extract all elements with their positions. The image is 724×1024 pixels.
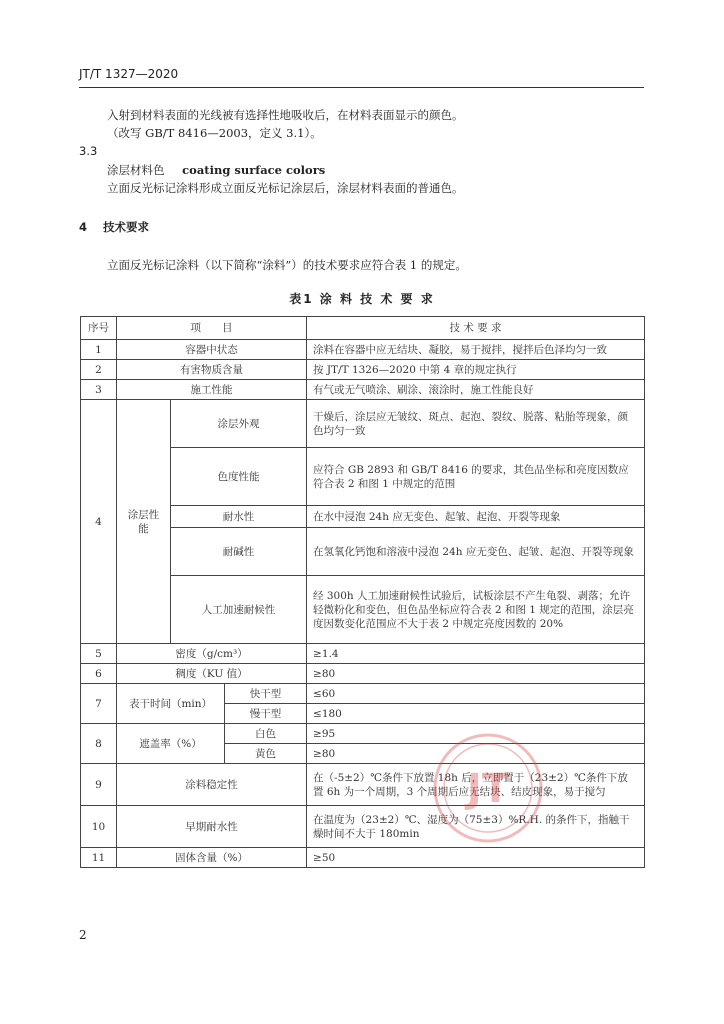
row-item: 表干时间（min） xyxy=(117,684,225,724)
row-requirement: 在氢氧化钙饱和溶液中浸泡 24h 应无变色、起皱、起泡、开裂等现象 xyxy=(307,528,645,576)
intro-line-1: 入射到材料表面的光线被有选择性地吸收后，在材料表面显示的颜色。 xyxy=(107,108,464,122)
standard-code: JT/T 1327—2020 xyxy=(79,67,179,81)
row-no: 2 xyxy=(81,360,117,380)
table-row xyxy=(81,400,645,448)
page-number: 2 xyxy=(79,928,87,942)
jt-seal-watermark xyxy=(432,732,544,844)
row-no: 8 xyxy=(81,724,117,764)
row-no: 5 xyxy=(81,644,117,664)
row-requirement: ≤60 xyxy=(307,684,645,704)
row-requirement: ≥1.4 xyxy=(307,644,645,664)
row-requirement: 涂料在容器中应无结块、凝胶，易于搅拌，搅拌后色泽均匀一致 xyxy=(307,340,645,360)
row-subitem: 黄色 xyxy=(225,744,307,764)
row-no: 6 xyxy=(81,664,117,684)
section-3-3-number: 3.3 xyxy=(79,144,98,158)
table-row xyxy=(81,360,645,380)
row-no: 11 xyxy=(81,848,117,868)
row-item: 密度（g/cm³） xyxy=(117,644,307,664)
row-requirement: ≥95 xyxy=(307,724,645,744)
table-row xyxy=(81,644,645,664)
row-requirement: ≤180 xyxy=(307,704,645,724)
header-no: 序号 xyxy=(81,317,117,340)
row-requirement: 干燥后，涂层应无皱纹、斑点、起泡、裂纹、脱落、粘胎等现象，颜色均匀一致 xyxy=(307,400,645,448)
row-item: 耐碱性 xyxy=(171,528,307,576)
row-no: 7 xyxy=(81,684,117,724)
section-4-title: 技术要求 xyxy=(103,220,150,234)
row-requirement: 应符合 GB 2893 和 GB/T 8416 的要求，其色品坐标和亮度因数应符合表 2 和图 1 中规定的范围 xyxy=(307,448,645,506)
section-3-3-term xyxy=(107,162,325,178)
section-4-body: 立面反光标记涂料（以下简称“涂料”）的技术要求应符合表 1 的规定。 xyxy=(107,258,467,272)
row-item: 容器中状态 xyxy=(117,340,307,360)
term-english: coating surface colors xyxy=(182,163,326,177)
row-requirement: ≥80 xyxy=(307,664,645,684)
row-item: 早期耐水性 xyxy=(117,806,307,848)
header-item: 项 目 xyxy=(117,317,307,340)
row-item: 耐水性 xyxy=(171,506,307,528)
section-4-heading xyxy=(79,219,149,235)
header-divider xyxy=(79,87,644,88)
row-group: 涂层性能 xyxy=(117,400,171,644)
row-item: 人工加速耐候性 xyxy=(171,576,307,644)
row-requirement: 有气或无气喷涂、刷涂、滚涂时，施工性能良好 xyxy=(307,380,645,400)
row-requirement: 经 300h 人工加速耐候性试验后，试板涂层不产生龟裂、剥落；允许轻微粉化和变色，但色品坐标应符合表 2 和图 1 规定的范围，涂层亮度因数变化范围应不大于表 2 中规定亮度因数的 20% xyxy=(307,576,645,644)
row-requirement: 在温度为（23±2）℃、湿度为（75±3）%R.H. 的条件下，指触干燥时间不大于 180min xyxy=(307,806,645,848)
table-row xyxy=(81,664,645,684)
row-item: 涂层外观 xyxy=(171,400,307,448)
row-item: 涂料稳定性 xyxy=(117,764,307,806)
table-row xyxy=(81,764,645,806)
table-row xyxy=(81,724,645,744)
table-row xyxy=(81,380,645,400)
section-4-number: 4 xyxy=(79,220,88,234)
table-row xyxy=(81,806,645,848)
row-requirement: ≥80 xyxy=(307,744,645,764)
row-subitem: 白色 xyxy=(225,724,307,744)
term-chinese: 涂层材料色 xyxy=(107,163,165,177)
table-header-row xyxy=(81,317,645,340)
requirements-table xyxy=(80,316,645,868)
row-subitem: 慢干型 xyxy=(225,704,307,724)
row-item: 施工性能 xyxy=(117,380,307,400)
row-no: 9 xyxy=(81,764,117,806)
row-requirement: 按 JT/T 1326—2020 中第 4 章的规定执行 xyxy=(307,360,645,380)
row-subitem: 快干型 xyxy=(225,684,307,704)
table-row xyxy=(81,684,645,704)
seal-lettering: JT xyxy=(466,766,510,812)
row-requirement: 在（-5±2）℃条件下放置 18h 后，立即置于（23±2）℃条件下放置 6h 为一个周期，3 个周期后应无结块、结皮现象，易于搅匀 xyxy=(307,764,645,806)
table-row xyxy=(81,848,645,868)
row-no: 1 xyxy=(81,340,117,360)
section-3-3-definition: 立面反光标记涂料形成立面反光标记涂层后，涂层材料表面的普通色。 xyxy=(107,181,464,195)
row-no: 10 xyxy=(81,806,117,848)
row-item: 遮盖率（%） xyxy=(117,724,225,764)
table-caption: 表1 涂 料 技 术 要 求 xyxy=(289,292,435,306)
intro-line-2: （改写 GB/T 8416—2003，定义 3.1）。 xyxy=(107,126,322,140)
row-requirement: ≥50 xyxy=(307,848,645,868)
row-item: 色度性能 xyxy=(171,448,307,506)
row-requirement: 在水中浸泡 24h 应无变色、起皱、起泡、开裂等现象 xyxy=(307,506,645,528)
row-item: 固体含量（%） xyxy=(117,848,307,868)
table-row xyxy=(81,340,645,360)
row-no: 3 xyxy=(81,380,117,400)
row-item: 有害物质含量 xyxy=(117,360,307,380)
header-requirement: 技 术 要 求 xyxy=(307,317,645,340)
row-item: 稠度（KU 值） xyxy=(117,664,307,684)
row-no: 4 xyxy=(81,400,117,644)
